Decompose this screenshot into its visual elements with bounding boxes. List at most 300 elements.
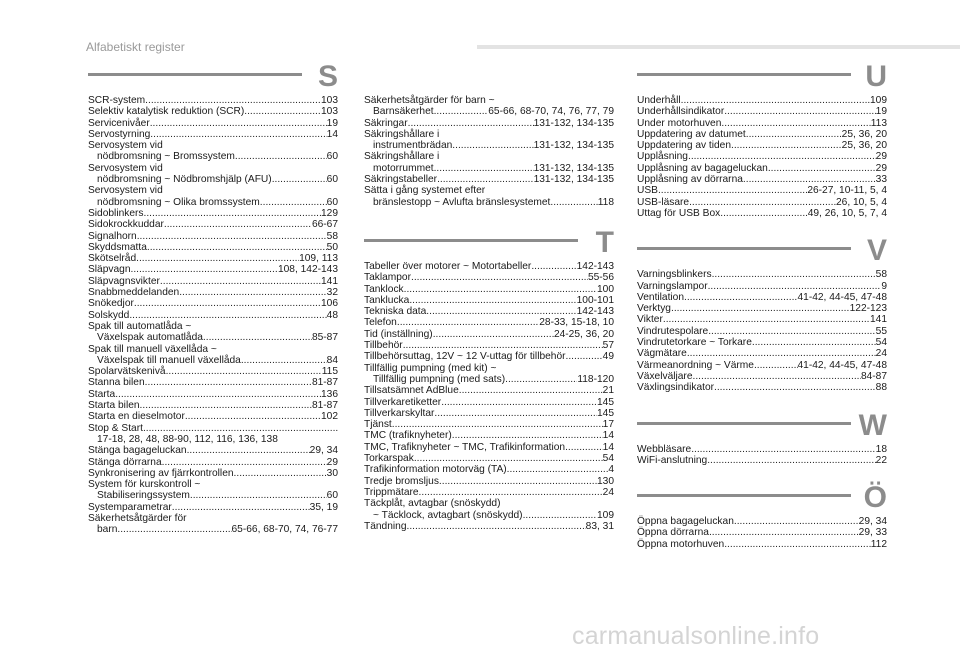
index-term: Tillverkarskyltar (364, 407, 435, 419)
dot-leader (434, 408, 597, 419)
dot-leader (752, 337, 876, 348)
dot-leader (565, 442, 603, 453)
dot-leader (244, 106, 321, 117)
index-term: Värmeanordning ~ Värme (637, 359, 754, 371)
index-line (88, 140, 338, 151)
dot-leader (505, 374, 577, 385)
page-reference: 41-42, 44-45, 47-48 (797, 359, 887, 371)
index-term: TMC (trafiknyheter) (364, 430, 452, 442)
index-line (88, 344, 338, 355)
section-letter: V (866, 234, 887, 268)
index-term: Upplåsning av dörrarna (637, 174, 743, 186)
index-line (364, 317, 614, 328)
page-reference: 26-27, 10-11, 5, 4 (807, 185, 887, 197)
index-line (88, 197, 338, 208)
index-entry (88, 185, 338, 208)
dot-leader (272, 174, 327, 185)
index-entry (364, 261, 614, 272)
index-term: Underhållsindikator (637, 106, 725, 118)
page-reference: 100 (597, 283, 614, 295)
index-entry (88, 400, 338, 411)
page-reference: 35, 19 (309, 501, 338, 513)
index-term: Växelspak till manuell växellåda (97, 354, 241, 366)
index-term: USB-läsare (637, 196, 690, 208)
page-reference: 84-87 (860, 370, 887, 382)
section-rule (637, 73, 851, 76)
index-line (364, 151, 614, 162)
page-reference: 109 (597, 509, 614, 521)
index-entry (637, 360, 887, 371)
index-line (364, 442, 614, 453)
index-term: Trippmätare (364, 486, 419, 498)
index-line (364, 340, 614, 351)
index-entry (637, 292, 887, 303)
index-entry (88, 106, 338, 117)
index-term: Spak till manuell växellåda ~ (88, 343, 217, 355)
section-letter: S (317, 60, 338, 93)
index-entry (88, 468, 338, 479)
index-line (364, 510, 614, 521)
page-reference: 131-132, 134-135 (533, 140, 614, 152)
index-line (364, 118, 614, 129)
index-term: Tillbehörsuttag, 12V ~ 12 V-uttag för tillbehör (364, 351, 566, 363)
index-term: motorrummet (373, 162, 434, 174)
index-term: Tid (inställning) (364, 328, 433, 340)
index-entry (88, 140, 338, 163)
dot-leader (150, 118, 327, 129)
index-term: Systemparametrar (88, 501, 172, 513)
dot-leader (714, 382, 876, 393)
index-entry (364, 453, 614, 464)
section-header-w (637, 408, 887, 442)
page-reference: 118-120 (577, 373, 614, 385)
index-line (88, 524, 338, 535)
page-reference: 21 (602, 385, 614, 397)
dot-leader (550, 197, 597, 208)
index-line (364, 306, 614, 317)
index-line (88, 332, 338, 343)
index-term: Växelväljare (637, 370, 693, 382)
dot-leader (179, 287, 326, 298)
index-entry (88, 411, 338, 422)
index-line (637, 269, 887, 280)
page-reference: 49 (602, 351, 614, 363)
dot-leader (166, 366, 322, 377)
index-line (364, 185, 614, 196)
index-line (364, 129, 614, 140)
index-term: Säkringshållare i (364, 128, 440, 140)
page-reference: 100-101 (576, 294, 614, 306)
index-line (364, 476, 614, 487)
index-line (637, 129, 887, 140)
index-entry (637, 303, 887, 314)
index-line (637, 371, 887, 382)
index-entry (364, 151, 614, 174)
index-line (364, 363, 614, 374)
index-line (364, 261, 614, 272)
index-entry (637, 106, 887, 117)
dot-leader (691, 444, 875, 455)
page-reference: 103 (321, 95, 338, 106)
page-reference: 9 (881, 280, 887, 292)
index-term: Tekniska data (364, 306, 427, 318)
index-entry (637, 174, 887, 185)
dot-leader (117, 524, 231, 535)
page-reference: 24 (602, 486, 614, 498)
index-line (364, 498, 614, 509)
page-reference: 19 (875, 106, 887, 118)
index-term: Tillfällig pumpning (med kit) ~ (364, 362, 497, 374)
index-entry (88, 445, 338, 456)
index-list (364, 95, 614, 208)
dot-leader (408, 118, 534, 129)
index-term: Verktyg (637, 303, 671, 315)
dot-leader (441, 397, 597, 408)
dot-leader (708, 281, 882, 292)
index-line (88, 377, 338, 388)
index-entry (88, 479, 338, 502)
index-line (364, 385, 614, 396)
page-reference: 83, 31 (585, 520, 614, 532)
index-line (88, 219, 338, 230)
index-term: Öppna motorhuven (637, 538, 725, 550)
dot-leader (434, 163, 534, 174)
index-entry (364, 363, 614, 386)
index-term: Uppdatering av datumet (637, 128, 746, 140)
page-reference: 118 (597, 196, 614, 208)
page-reference: 29 (875, 151, 887, 163)
page-reference: 122-123 (849, 303, 887, 315)
index-term: ~ Täcklock, avtagbart (snöskydd) (373, 509, 523, 521)
page-reference: 108, 142-143 (277, 264, 338, 276)
index-entry (637, 314, 887, 325)
dot-leader (433, 329, 554, 340)
page-reference: 60 (326, 174, 338, 186)
index-line (364, 408, 614, 419)
index-line (88, 355, 338, 366)
index-term: Servosystem vid (88, 162, 163, 174)
index-line (88, 411, 338, 422)
index-line (88, 118, 338, 129)
page-reference: 60 (326, 490, 338, 502)
page-reference: 29, 33 (858, 527, 887, 539)
index-term: Säkringar (364, 117, 408, 129)
page-reference: 54 (602, 453, 614, 465)
page-reference: 102 (321, 411, 338, 423)
index-term: Öppna dörrarna (637, 527, 709, 539)
page-reference: 55 (875, 325, 887, 337)
dot-leader (754, 360, 798, 371)
index-term: Sidoblinkers (88, 207, 144, 219)
section-header-u (637, 60, 887, 93)
dot-leader (531, 261, 576, 272)
page-reference: 66-67 (311, 219, 338, 231)
index-term: Barnsäkerhet (373, 106, 434, 118)
dot-leader (684, 292, 797, 303)
index-entry (88, 344, 338, 367)
page-reference: 81-87 (311, 400, 338, 412)
page-reference: 142-143 (576, 306, 614, 318)
page-reference: 24 (875, 348, 887, 360)
index-term: nödbromsning ~ Olika bromssystem (97, 196, 260, 208)
page-reference: 26, 10, 5, 4 (836, 196, 887, 208)
dot-leader (404, 284, 597, 295)
index-entry (88, 163, 338, 186)
index-term: Släpvagnsvikter (88, 275, 160, 287)
index-column-2 (364, 66, 614, 532)
index-line (88, 208, 338, 219)
index-term: bränslestopp ~ Avlufta bränslesystemet (373, 196, 551, 208)
index-term: Taklampor (364, 272, 411, 284)
index-line (88, 502, 338, 513)
index-line (88, 445, 338, 456)
dot-leader (190, 490, 327, 501)
page-reference: 55-56 (587, 272, 614, 284)
page-reference: 81-87 (311, 377, 338, 389)
index-term: Tillfällig pumpning (med sats) (373, 373, 506, 385)
index-line (364, 374, 614, 385)
dot-leader (115, 389, 321, 400)
index-line (637, 140, 887, 151)
index-line (88, 163, 338, 174)
index-entry (88, 276, 338, 287)
index-entry (364, 129, 614, 152)
index-term: Tändning (364, 520, 407, 532)
page-reference: 49, 26, 10, 5, 7, 4 (807, 207, 887, 219)
index-term: USB (637, 185, 658, 197)
index-line (88, 276, 338, 287)
index-term: Släpvagn (88, 264, 131, 276)
section-rule (637, 494, 851, 497)
section-header-v (637, 234, 887, 268)
index-term: Underhåll (637, 95, 681, 106)
index-term: Varningslampor (637, 280, 708, 292)
section-rule (364, 239, 578, 242)
index-term: Upplåsning av bagageluckan (637, 162, 768, 174)
index-line (637, 185, 887, 196)
index-line (88, 151, 338, 162)
dot-leader (414, 453, 603, 464)
index-term: nödbromsning ~ Nödbromshjälp (AFU) (97, 174, 272, 186)
index-entry (88, 366, 338, 377)
page-reference: 145 (597, 407, 614, 419)
index-entry (637, 281, 887, 292)
dot-leader (743, 174, 876, 185)
dot-leader (688, 151, 876, 162)
index-line (88, 434, 338, 445)
index-term: Snabbmeddelanden (88, 287, 180, 299)
page-reference: 113 (870, 117, 887, 129)
page-reference: 65-66, 68-70, 74, 76-77 (231, 524, 338, 536)
index-line (637, 527, 887, 538)
index-line (637, 208, 887, 219)
index-entry (88, 129, 338, 140)
index-term: Växlingsindikator (637, 382, 715, 394)
dot-leader (234, 468, 327, 479)
dot-leader (406, 521, 585, 532)
index-line (88, 253, 338, 264)
index-line (364, 453, 614, 464)
section-header-o (637, 481, 887, 515)
index-line (88, 231, 338, 242)
index-line (88, 174, 338, 185)
index-line (88, 400, 338, 411)
index-entry (88, 423, 338, 446)
index-term: 17-18, 28, 48, 88-90, 112, 116, 136, 138 (97, 433, 278, 445)
section-header-t (364, 225, 614, 259)
page-reference: 54 (875, 337, 887, 349)
index-entry (637, 197, 887, 208)
index-term: Synkronisering av fjärrkontrollen (88, 467, 234, 479)
index-entry (88, 298, 338, 309)
index-list (637, 95, 887, 219)
page-reference: 85-87 (311, 332, 338, 344)
page-reference: 19 (326, 117, 338, 129)
index-term: instrumentbrädan (373, 140, 453, 152)
index-entry (637, 348, 887, 359)
index-line (88, 264, 338, 275)
index-line (637, 163, 887, 174)
index-term: Vindrutespolare (637, 325, 709, 337)
dot-leader (724, 539, 871, 550)
index-line (364, 284, 614, 295)
index-entry (88, 321, 338, 344)
index-entry (637, 163, 887, 174)
dot-leader (712, 269, 876, 280)
page-reference: 28-33, 15-18, 10 (539, 317, 614, 329)
page-reference: 131-132, 134-135 (533, 174, 614, 186)
dot-leader (687, 348, 876, 359)
dot-leader (658, 185, 807, 196)
index-entry (88, 377, 338, 388)
page-reference: 32 (326, 287, 338, 299)
index-term: nödbromsning ~ Bromssystem (97, 151, 235, 163)
dot-leader (681, 95, 870, 106)
index-term: Telefon (364, 317, 397, 329)
index-line (88, 298, 338, 309)
index-entry (637, 382, 887, 393)
index-term: Stanna bilen (88, 377, 145, 389)
index-term: Servostyrning (88, 128, 151, 140)
index-entry (88, 287, 338, 298)
dot-leader (129, 310, 326, 321)
index-line (364, 95, 614, 106)
page-reference: 142-143 (576, 260, 614, 272)
index-entry (364, 284, 614, 295)
index-line (364, 106, 614, 117)
index-line (88, 95, 338, 106)
index-line (88, 389, 338, 400)
index-list (364, 261, 614, 532)
index-entry (637, 185, 887, 196)
index-line (364, 140, 614, 151)
index-entry (637, 151, 887, 162)
index-line (88, 310, 338, 321)
dot-leader (419, 487, 603, 498)
page-reference: 65-66, 68-70, 74, 76, 77, 79 (488, 106, 614, 118)
index-entry (364, 385, 614, 396)
dot-leader (137, 231, 327, 242)
index-entry (637, 539, 887, 550)
page-reference: 30 (326, 467, 338, 479)
index-term: Tanklock (364, 283, 404, 295)
page-reference: 25, 36, 20 (841, 128, 887, 140)
index-list (637, 516, 887, 550)
index-term: Stop & Start (88, 422, 143, 434)
page-reference: 60 (326, 196, 338, 208)
index-term: Tillbehör (364, 340, 403, 352)
index-term: Starta bilen (88, 400, 140, 412)
index-line (637, 382, 887, 393)
page-reference: 131-132, 134-135 (533, 117, 614, 129)
index-line (637, 314, 887, 325)
page-reference: 109 (870, 95, 887, 106)
page-reference: 106 (321, 298, 338, 310)
dot-leader (409, 295, 576, 306)
page-reference: 25, 36, 20 (841, 140, 887, 152)
index-entry (364, 95, 614, 118)
index-entry (364, 306, 614, 317)
dot-leader (708, 326, 875, 337)
page-reference: 109, 113 (299, 253, 338, 265)
index-line (637, 348, 887, 359)
index-line (364, 329, 614, 340)
index-line (88, 457, 338, 468)
index-entry (364, 487, 614, 498)
index-term: Täckplåt, avtagbar (snöskydd) (364, 498, 501, 510)
index-entry (364, 521, 614, 532)
index-term: Starta (88, 388, 116, 400)
index-term: Tjänst (364, 419, 392, 431)
index-term: Varningsblinkers (637, 269, 712, 281)
index-line (364, 174, 614, 185)
index-term: Under motorhuven (637, 117, 722, 129)
index-entry (364, 430, 614, 441)
section-letter: U (865, 60, 887, 93)
index-line (364, 430, 614, 441)
section-rule (637, 247, 851, 250)
index-line (637, 174, 887, 185)
dot-leader (164, 219, 312, 230)
section-letter: Ö (863, 481, 887, 515)
index-list (637, 444, 887, 467)
dot-leader (720, 208, 807, 219)
index-term: Tabeller över motorer ~ Motortabeller (364, 260, 532, 272)
page-reference: 18 (875, 443, 887, 455)
index-term: Skyddsmatta (88, 241, 147, 253)
index-term: TMC, Trafiknyheter ~ TMC, Trafikinformation (364, 441, 566, 453)
index-line (88, 185, 338, 196)
page-reference: 57 (602, 340, 614, 352)
dot-leader (241, 355, 327, 366)
index-line (364, 464, 614, 475)
index-entry (637, 95, 887, 106)
dot-leader (130, 264, 277, 275)
index-entry (364, 329, 614, 340)
dot-leader (144, 208, 322, 219)
index-line (88, 423, 338, 434)
page-reference: 29, 34 (858, 516, 887, 528)
index-term: Öppna bagageluckan (637, 516, 734, 528)
index-entry (637, 371, 887, 382)
index-line (364, 487, 614, 498)
index-term: Tillverkaretiketter (364, 396, 442, 408)
page-reference: 58 (875, 269, 887, 281)
section-header-s (88, 60, 338, 93)
dot-leader (507, 464, 609, 475)
index-line (88, 106, 338, 117)
index-entry (364, 442, 614, 453)
